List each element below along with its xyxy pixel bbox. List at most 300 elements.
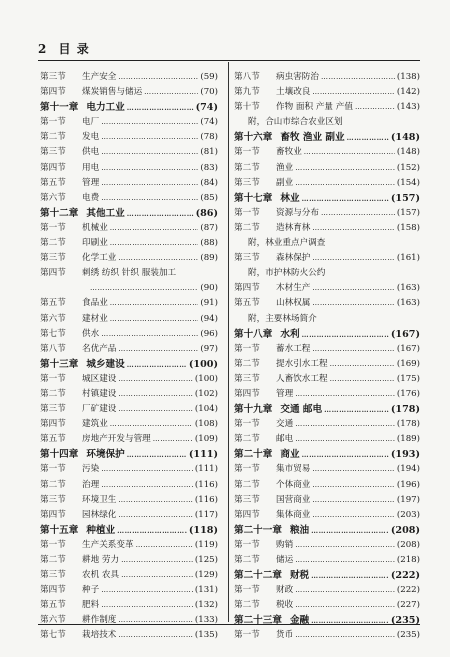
toc-section-number: 第一节 xyxy=(234,585,260,596)
toc-section-row xyxy=(40,115,218,130)
page-number: 2 xyxy=(38,42,48,56)
toc-page-number: (81) xyxy=(200,147,218,158)
toc-leader-dots xyxy=(324,402,389,417)
toc-page-number: (203) xyxy=(396,509,420,520)
toc-entry-title: 购销 xyxy=(276,539,294,550)
toc-section-number: 第三节 xyxy=(234,253,260,264)
toc-section-number: 第三节 xyxy=(40,494,66,505)
toc-page-number: (84) xyxy=(200,177,218,188)
toc-leader-dots xyxy=(101,161,198,176)
toc-leader-dots xyxy=(118,342,198,357)
toc-leader-dots xyxy=(127,357,187,372)
toc-page-number: (193) xyxy=(390,449,420,461)
toc-chapter-row xyxy=(234,613,420,628)
toc-entry-title: 附，林业重点户调查 xyxy=(248,238,326,249)
toc-leader-dots xyxy=(295,432,395,447)
toc-entry-title: 环境卫生 xyxy=(82,494,117,505)
toc-entry-title: 造林育林 xyxy=(276,222,311,233)
toc-page-number: (74) xyxy=(195,102,218,114)
toc-leader-dots xyxy=(321,206,395,221)
toc-section-row xyxy=(40,553,218,568)
toc-entry-title: 电力工业 xyxy=(86,102,125,114)
toc-page-number: (132) xyxy=(194,600,218,611)
toc-page-number: (111) xyxy=(188,449,218,461)
toc-chapter-row xyxy=(234,447,420,462)
toc-section-row xyxy=(40,251,218,266)
toc-entry-title: 名优产品 xyxy=(82,343,117,354)
toc-leader-dots xyxy=(101,145,198,160)
toc-appendix-row xyxy=(234,266,420,281)
toc-entry-title: 集市贸易 xyxy=(276,464,311,475)
toc-page-number: (138) xyxy=(396,72,420,82)
toc-leader-dots xyxy=(118,493,193,508)
toc-page-number: (157) xyxy=(396,207,420,218)
toc-page-number: (235) xyxy=(396,630,420,641)
toc-section-row xyxy=(234,583,420,598)
toc-section-row xyxy=(40,538,218,553)
toc-page-number: (96) xyxy=(200,328,218,339)
toc-leader-dots xyxy=(90,281,198,296)
toc-section-row xyxy=(234,372,420,387)
toc-leader-dots xyxy=(118,387,193,402)
toc-section-row xyxy=(40,478,218,493)
toc-entry-title: 电厂 xyxy=(82,117,100,128)
toc-leader-dots xyxy=(110,236,199,251)
toc-entry-title: 煤炭销售与储运 xyxy=(82,87,143,98)
toc-entry-title: 人畜饮水工程 xyxy=(276,373,328,384)
toc-chapter-number: 第十四章 xyxy=(40,449,79,461)
toc-entry-title: 耕作制度 xyxy=(82,615,117,626)
toc-entry-title: 蓄水工程 xyxy=(276,343,311,354)
toc-entry-title: 机械业 xyxy=(82,222,108,233)
toc-entry-title: 城乡建设 xyxy=(86,358,125,370)
toc-section-row xyxy=(40,176,218,191)
toc-section-number: 第三节 xyxy=(40,253,66,264)
toc-entry-title: 资源与分布 xyxy=(276,207,319,218)
toc-leader-dots xyxy=(355,100,395,115)
toc-section-row xyxy=(40,296,218,311)
toc-page-number: (74) xyxy=(200,117,218,128)
toc-entry-title: 污染 xyxy=(82,464,100,475)
toc-entry-title: 附，市护林防火公约 xyxy=(248,268,326,279)
toc-chapter-number: 第十六章 xyxy=(234,132,273,144)
toc-leader-dots xyxy=(101,191,198,206)
toc-entry-title: 环境保护 xyxy=(86,449,125,461)
toc-page-number: (129) xyxy=(194,570,218,581)
toc-section-number: 第五节 xyxy=(234,298,260,309)
toc-section-number: 第七节 xyxy=(40,328,66,339)
toc-leader-dots xyxy=(312,221,395,236)
toc-entry-title: 个体商业 xyxy=(276,479,311,490)
toc-entry-title: 生产关系变革 xyxy=(82,539,134,550)
toc-entry-title: 土壤改良 xyxy=(276,87,311,98)
toc-section-row xyxy=(40,402,218,417)
toc-leader-dots xyxy=(302,191,389,206)
toc-section-number: 第五节 xyxy=(40,177,66,188)
toc-section-number: 第一节 xyxy=(40,373,66,384)
toc-page-number: (158) xyxy=(396,222,420,233)
toc-page-number: (227) xyxy=(396,600,420,611)
toc-chapter-number: 第十五章 xyxy=(40,524,79,536)
toc-section-number: 第二节 xyxy=(40,479,66,490)
toc-entry-title: 作物 面积 产量 产值 xyxy=(276,102,353,113)
toc-section-row xyxy=(234,462,420,477)
toc-page-number: (116) xyxy=(194,479,218,490)
toc-entry-title: 木材生产 xyxy=(276,283,311,294)
toc-chapter-number: 第十八章 xyxy=(234,328,273,340)
toc-section-row xyxy=(40,417,218,432)
toc-appendix-row xyxy=(234,312,420,327)
toc-leader-dots xyxy=(312,342,395,357)
toc-section-row xyxy=(40,372,218,387)
toc-page-number: (148) xyxy=(396,147,420,158)
toc-section-number: 第一节 xyxy=(40,117,66,128)
toc-leader-dots xyxy=(118,402,193,417)
toc-section-number: 第二节 xyxy=(40,555,66,565)
toc-section-row xyxy=(234,387,420,402)
toc-section-row xyxy=(234,145,420,160)
toc-leader-dots xyxy=(127,206,194,221)
toc-leader-dots xyxy=(117,523,187,538)
toc-section-number: 第四节 xyxy=(40,509,66,520)
toc-leader-dots xyxy=(312,251,395,266)
toc-section-number: 第一节 xyxy=(40,222,66,233)
toc-section-number: 第三节 xyxy=(234,177,260,188)
toc-page-number: (176) xyxy=(396,388,420,399)
toc-section-row xyxy=(234,417,420,432)
toc-chapter-number: 第十三章 xyxy=(40,358,79,370)
toc-section-row xyxy=(234,251,420,266)
toc-entry-title: 管理 xyxy=(276,388,294,399)
toc-chapter-number: 第十九章 xyxy=(234,404,273,416)
toc-leader-dots xyxy=(101,176,198,191)
toc-page-number: (119) xyxy=(194,539,218,550)
toc-entry-title: 附，合山市综合农业区划 xyxy=(248,117,343,128)
toc-section-number: 第三节 xyxy=(234,373,260,384)
toc-section-row xyxy=(40,221,218,236)
toc-section-row xyxy=(40,613,218,628)
toc-section-row xyxy=(234,281,420,296)
toc-section-row xyxy=(40,583,218,598)
toc-right-column xyxy=(234,70,420,644)
toc-section-number: 第四节 xyxy=(40,585,66,596)
toc-entry-title: 肥料 xyxy=(82,600,100,611)
toc-leader-dots xyxy=(110,417,193,432)
toc-leader-dots xyxy=(295,583,395,598)
toc-page-number: (167) xyxy=(390,328,420,340)
toc-leader-dots xyxy=(312,296,395,311)
toc-entry-title: 畜牧 渔业 副业 xyxy=(280,132,345,144)
toc-section-number: 第十节 xyxy=(234,102,260,113)
toc-leader-dots xyxy=(101,598,193,613)
toc-page-number: (175) xyxy=(396,373,420,384)
toc-leader-dots xyxy=(295,417,395,432)
toc-section-row xyxy=(234,357,420,372)
toc-section-number: 第二节 xyxy=(234,600,260,611)
toc-leader-dots xyxy=(311,613,389,628)
column-divider xyxy=(228,62,229,622)
toc-entry-title: 生产安全 xyxy=(82,72,117,82)
toc-section-row xyxy=(40,342,218,357)
toc-leader-dots xyxy=(101,130,198,145)
toc-chapter-number: 第二十章 xyxy=(234,449,273,461)
toc-entry-title: 山林权属 xyxy=(276,298,311,309)
toc-leader-dots xyxy=(127,447,187,462)
toc-section-number: 第二节 xyxy=(234,162,260,173)
toc-section-row xyxy=(40,568,218,583)
toc-entry-title: 副业 xyxy=(276,177,294,188)
toc-leader-dots xyxy=(118,372,193,387)
toc-page-number: (148) xyxy=(390,132,420,144)
toc-entry-title: 储运 xyxy=(276,555,294,565)
toc-section-number: 第四节 xyxy=(40,87,66,98)
toc-leader-dots xyxy=(101,462,193,477)
toc-page-number: (142) xyxy=(396,87,420,98)
toc-section-number: 第六节 xyxy=(40,313,66,324)
toc-section-row xyxy=(40,432,218,447)
toc-page-number: (235) xyxy=(390,615,420,627)
toc-section-row xyxy=(40,327,218,342)
toc-section-row xyxy=(234,478,420,493)
toc-chapter-row xyxy=(40,447,218,462)
toc-leader-dots xyxy=(101,478,193,493)
toc-leader-dots xyxy=(118,508,193,523)
toc-page-number: (87) xyxy=(200,222,218,233)
toc-section-number: 第五节 xyxy=(40,298,66,309)
toc-section-number: 第六节 xyxy=(40,615,66,626)
toc-page-number: (117) xyxy=(194,509,218,520)
toc-chapter-row xyxy=(234,130,420,145)
toc-page-number: (197) xyxy=(396,494,420,505)
toc-page-number: (163) xyxy=(396,283,420,294)
toc-section-row xyxy=(40,70,218,85)
toc-section-row xyxy=(40,145,218,160)
toc-appendix-row xyxy=(234,236,420,251)
toc-section-number: 第五节 xyxy=(40,434,66,445)
toc-section-number: 第四节 xyxy=(40,268,66,279)
toc-page-number: (94) xyxy=(200,313,218,324)
toc-entry-title: 电费 xyxy=(82,192,100,203)
toc-entry-title: 栽培技术 xyxy=(82,630,117,641)
toc-leader-dots xyxy=(312,478,395,493)
toc-leader-dots xyxy=(312,493,395,508)
toc-section-row xyxy=(40,508,218,523)
toc-entry-title: 用电 xyxy=(82,162,100,173)
toc-leader-dots xyxy=(330,357,395,372)
toc-section-number: 第二节 xyxy=(40,132,66,143)
toc-entry-title: 刺绣 纺织 针织 服装加工 xyxy=(82,268,177,279)
toc-appendix-row xyxy=(40,266,218,281)
toc-entry-title: 房地产开发与管理 xyxy=(82,434,151,445)
toc-leader-dots xyxy=(295,387,395,402)
toc-section-number: 第四节 xyxy=(234,388,260,399)
toc-entry-title: 园林绿化 xyxy=(82,509,117,520)
toc-chapter-row xyxy=(234,568,420,583)
toc-section-number: 第六节 xyxy=(40,192,66,203)
toc-entry-title: 财政 xyxy=(276,585,294,596)
toc-section-row xyxy=(234,342,420,357)
toc-page-number: (88) xyxy=(200,238,218,249)
toc-section-number: 第二节 xyxy=(40,388,66,399)
toc-leader-dots xyxy=(144,85,198,100)
toc-leader-dots xyxy=(121,553,193,568)
toc-section-number: 第一节 xyxy=(234,207,260,218)
toc-section-row xyxy=(40,191,218,206)
toc-appendix-row xyxy=(234,115,420,130)
toc-page-number: (222) xyxy=(390,570,420,582)
toc-entry-title: 建材业 xyxy=(82,313,108,324)
toc-leader-dots xyxy=(311,523,389,538)
toc-page-number: (222) xyxy=(396,585,420,596)
toc-leader-dots xyxy=(304,145,395,160)
toc-page-number: (78) xyxy=(200,132,218,143)
toc-page-number: (109) xyxy=(194,434,218,445)
toc-entry-title: 供水 xyxy=(82,328,100,339)
toc-section-number: 第五节 xyxy=(40,600,66,611)
toc-leader-dots xyxy=(312,85,395,100)
toc-section-number: 第四节 xyxy=(40,162,66,173)
toc-chapter-number: 第十二章 xyxy=(40,207,79,219)
toc-leader-dots xyxy=(118,251,198,266)
toc-page-number: (100) xyxy=(188,358,218,370)
toc-page-number: (161) xyxy=(396,253,420,264)
toc-section-number: 第二节 xyxy=(40,238,66,249)
toc-entry-title: 供电 xyxy=(82,147,100,158)
toc-page-number: (133) xyxy=(194,615,218,626)
toc-leader-dots xyxy=(110,296,199,311)
toc-section-row xyxy=(40,628,218,643)
toc-page-number: (152) xyxy=(396,162,420,173)
toc-leader-dots xyxy=(312,281,395,296)
toc-section-row xyxy=(234,598,420,613)
toc-leader-dots xyxy=(118,628,193,643)
toc-section-row xyxy=(234,85,420,100)
toc-section-row xyxy=(234,538,420,553)
toc-page-number: (189) xyxy=(396,434,420,445)
toc-entry-title: 金融 xyxy=(289,615,310,627)
toc-page-number: (167) xyxy=(396,343,420,354)
toc-entry-title: 林业 xyxy=(280,192,300,204)
toc-section-number: 第九节 xyxy=(234,87,260,98)
toc-section-number: 第一节 xyxy=(40,539,66,550)
toc-section-row xyxy=(234,161,420,176)
toc-page-number: (90) xyxy=(200,283,218,294)
toc-entry-title: 水利 xyxy=(280,328,300,340)
toc-section-number: 第八节 xyxy=(40,343,66,354)
toc-section-row xyxy=(234,100,420,115)
toc-chapter-number: 第二十一章 xyxy=(234,524,282,536)
toc-section-number: 第四节 xyxy=(40,419,66,430)
toc-chapter-row xyxy=(40,100,218,115)
toc-page-number: (218) xyxy=(396,555,420,565)
toc-entry-title: 提水引水工程 xyxy=(276,358,328,369)
toc-section-row xyxy=(40,387,218,402)
toc-leader-dots xyxy=(347,130,389,145)
toc-entry-title: 交通 xyxy=(276,419,294,430)
toc-leader-dots xyxy=(311,568,389,583)
toc-entry-title: 税收 xyxy=(276,600,294,611)
toc-leader-dots xyxy=(312,462,395,477)
toc-section-number: 第四节 xyxy=(234,283,260,294)
toc-section-number: 第三节 xyxy=(40,404,66,415)
toc-section-number: 第三节 xyxy=(234,494,260,505)
toc-chapter-row xyxy=(40,357,218,372)
toc-page-number: (111) xyxy=(194,464,218,475)
toc-entry-title: 发电 xyxy=(82,132,100,143)
toc-entry-title: 耕地 劳力 xyxy=(82,555,120,565)
toc-section-number: 第一节 xyxy=(234,147,260,158)
toc-section-number: 第一节 xyxy=(234,630,260,641)
toc-chapter-row xyxy=(234,523,420,538)
toc-section-number: 第一节 xyxy=(234,343,260,354)
toc-section-row xyxy=(234,176,420,191)
toc-section-number: 第三节 xyxy=(40,570,66,581)
toc-section-number: 第三节 xyxy=(40,72,66,82)
toc-section-row xyxy=(234,493,420,508)
toc-leader-dots xyxy=(295,176,395,191)
toc-chapter-number: 第十一章 xyxy=(40,102,79,114)
toc-chapter-row xyxy=(234,327,420,342)
toc-entry-title: 厂矿建设 xyxy=(82,404,117,415)
toc-page-number: (108) xyxy=(194,419,218,430)
toc-leader-dots xyxy=(321,70,395,85)
toc-entry-title: 邮电 xyxy=(276,434,294,445)
toc-entry-title: 村镇建设 xyxy=(82,388,117,399)
toc-page-number: (125) xyxy=(194,555,218,565)
toc-section-row xyxy=(234,296,420,311)
toc-section-row xyxy=(234,432,420,447)
toc-page-number: (131) xyxy=(194,585,218,596)
toc-page-number: (86) xyxy=(195,207,218,219)
toc-section-row xyxy=(40,85,218,100)
toc-section-number: 第一节 xyxy=(234,464,260,475)
toc-leader-dots xyxy=(127,100,194,115)
toc-section-number: 第一节 xyxy=(234,539,260,550)
toc-section-row xyxy=(40,493,218,508)
toc-chapter-row xyxy=(40,206,218,221)
toc-section-row xyxy=(234,206,420,221)
toc-entry-title: 畜牧业 xyxy=(276,147,302,158)
toc-section-row xyxy=(40,462,218,477)
toc-entry-title: 附，主要林场简介 xyxy=(248,313,317,324)
toc-leader-dots xyxy=(295,628,395,643)
toc-page-number: (104) xyxy=(194,404,218,415)
toc-section-row xyxy=(40,161,218,176)
toc-leader-dots xyxy=(302,447,389,462)
toc-leader-dots xyxy=(136,538,193,553)
toc-leader-dots xyxy=(295,161,395,176)
toc-entry-title: 病虫害防治 xyxy=(276,72,319,82)
toc-section-number: 第二节 xyxy=(234,222,260,233)
toc-section-number: 第二节 xyxy=(234,479,260,490)
top-rule xyxy=(38,60,420,61)
toc-entry-title: 商业 xyxy=(280,449,300,461)
toc-page-number: (118) xyxy=(188,524,218,536)
toc-section-number: 第二节 xyxy=(234,434,260,445)
bottom-rule xyxy=(38,624,420,625)
toc-entry-title: 化学工业 xyxy=(82,253,117,264)
toc-section-row xyxy=(40,598,218,613)
toc-entry-title: 建筑业 xyxy=(82,419,108,430)
toc-page-number: (85) xyxy=(200,192,218,203)
toc-leader-dots xyxy=(101,327,198,342)
toc-chapter-number: 第十七章 xyxy=(234,192,273,204)
toc-section-number: 第一节 xyxy=(40,464,66,475)
toc-entry-title: 农机 农具 xyxy=(82,570,120,581)
toc-left-column xyxy=(40,70,218,644)
toc-section-number: 第一节 xyxy=(234,419,260,430)
toc-leader-dots xyxy=(153,432,193,447)
